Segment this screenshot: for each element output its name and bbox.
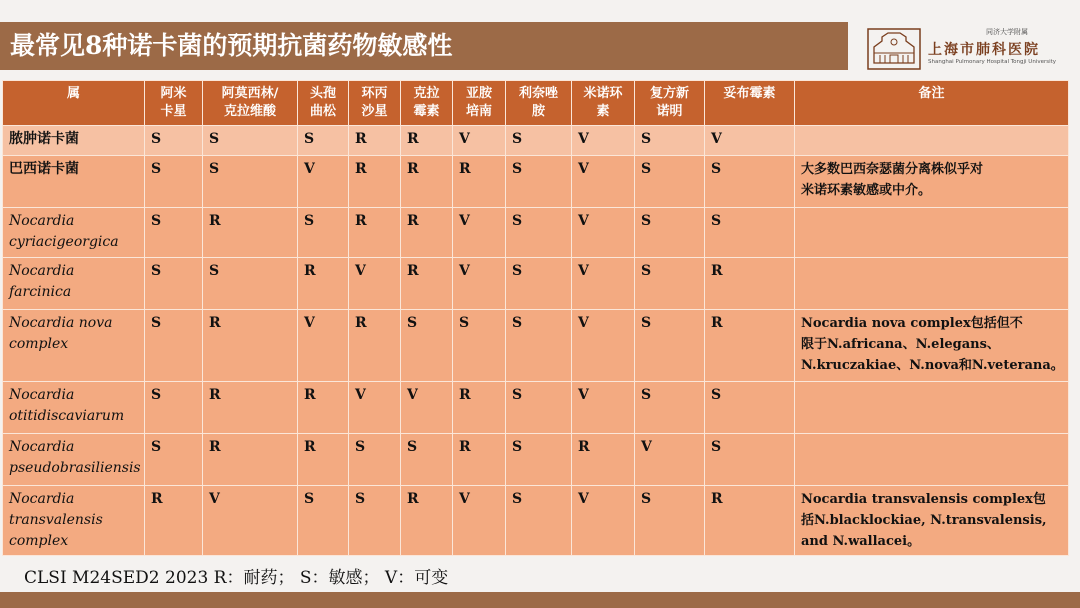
table-header-cell: 亚胺 培南 <box>453 81 506 126</box>
table-header-cell: 阿莫西林/ 克拉维酸 <box>203 81 298 126</box>
susceptibility-cell: V <box>453 126 506 156</box>
table-row <box>3 382 1069 434</box>
hospital-building-icon <box>866 27 922 71</box>
susceptibility-cell: R <box>401 208 453 258</box>
susceptibility-cell: R <box>203 208 298 258</box>
susceptibility-cell: S <box>705 156 795 208</box>
susceptibility-cell: R <box>349 208 401 258</box>
remark-line: and N.wallacei。 <box>801 534 921 549</box>
susceptibility-cell: V <box>572 486 635 556</box>
susceptibility-cell: S <box>349 486 401 556</box>
susceptibility-cell: R <box>203 434 298 486</box>
susceptibility-cell: S <box>705 382 795 434</box>
genus-cell: Nocardia transvalensis complex <box>3 486 145 556</box>
susceptibility-cell: S <box>635 310 705 382</box>
susceptibility-cell: S <box>298 486 349 556</box>
susceptibility-cell: S <box>635 208 705 258</box>
remark-line: N.kruczakiae、N.nova和N.veterana。 <box>801 358 1064 373</box>
susceptibility-cell: R <box>453 434 506 486</box>
genus-cell: 巴西诺卡菌 <box>3 156 145 208</box>
susceptibility-cell: R <box>298 258 349 310</box>
table-row <box>3 208 1069 258</box>
susceptibility-cell: S <box>203 156 298 208</box>
susceptibility-cell: R <box>145 486 203 556</box>
susceptibility-cell: V <box>572 156 635 208</box>
remark-line: 大多数巴西奈瑟菌分离株似乎对 <box>801 162 984 177</box>
table-header-cell: 属 <box>3 81 145 126</box>
table-header-cell: 妥布霉素 <box>705 81 795 126</box>
table-row <box>3 434 1069 486</box>
remark-line: 括N.blacklockiae, N.transvalensis, <box>801 513 1047 528</box>
susceptibility-cell: V <box>298 310 349 382</box>
susceptibility-cell: V <box>203 486 298 556</box>
table-header-cell: 复方新 诺明 <box>635 81 705 126</box>
remark-cell <box>795 382 1069 434</box>
bottom-bar <box>0 592 1080 608</box>
table-header-cell: 克拉 霉素 <box>401 81 453 126</box>
susceptibility-cell: R <box>349 126 401 156</box>
genus-cell: Nocardia farcinica <box>3 258 145 310</box>
susceptibility-cell: V <box>401 382 453 434</box>
table-header-row <box>3 81 1069 126</box>
remark-cell <box>795 258 1069 310</box>
susceptibility-cell: S <box>635 156 705 208</box>
susceptibility-cell: R <box>453 156 506 208</box>
susceptibility-cell: V <box>572 382 635 434</box>
susceptibility-cell: R <box>705 486 795 556</box>
susceptibility-cell: S <box>145 310 203 382</box>
susceptibility-cell: V <box>572 208 635 258</box>
table-header-cell: 头孢 曲松 <box>298 81 349 126</box>
susceptibility-cell: V <box>572 258 635 310</box>
susceptibility-cell: R <box>401 126 453 156</box>
table-row <box>3 126 1069 156</box>
susceptibility-cell: R <box>705 310 795 382</box>
susceptibility-cell: S <box>635 486 705 556</box>
genus-cell: Nocardia otitidiscaviarum <box>3 382 145 434</box>
susceptibility-cell: V <box>453 486 506 556</box>
remark-cell <box>795 126 1069 156</box>
susceptibility-cell: S <box>635 258 705 310</box>
susceptibility-cell: S <box>145 156 203 208</box>
susceptibility-cell: V <box>572 126 635 156</box>
remark-cell <box>795 156 1069 208</box>
susceptibility-table <box>2 80 1069 556</box>
remark-line: Nocardia nova complex包括但不 <box>801 316 1023 331</box>
logo-hospital-name-en: Shanghai Pulmonary Hospital Tongji University <box>928 59 1057 65</box>
logo-hospital-name: 上海市肺科医院 <box>928 42 1040 58</box>
susceptibility-cell: S <box>635 382 705 434</box>
susceptibility-cell: V <box>453 258 506 310</box>
susceptibility-cell: V <box>298 156 349 208</box>
susceptibility-cell: S <box>298 126 349 156</box>
susceptibility-cell: S <box>635 126 705 156</box>
susceptibility-cell: R <box>705 258 795 310</box>
susceptibility-cell: V <box>453 208 506 258</box>
susceptibility-cell: R <box>401 156 453 208</box>
susceptibility-cell: S <box>349 434 401 486</box>
susceptibility-cell: S <box>506 486 572 556</box>
table-row <box>3 258 1069 310</box>
remark-cell <box>795 434 1069 486</box>
susceptibility-cell: S <box>506 156 572 208</box>
hospital-logo <box>866 27 1076 71</box>
table-row <box>3 486 1069 556</box>
genus-cell: 脓肿诺卡菌 <box>3 126 145 156</box>
susceptibility-cell: S <box>506 208 572 258</box>
remark-cell <box>795 310 1069 382</box>
table-row <box>3 310 1069 382</box>
genus-cell: Nocardia cyriacigeorgica <box>3 208 145 258</box>
susceptibility-cell: R <box>401 258 453 310</box>
susceptibility-cell: V <box>705 126 795 156</box>
susceptibility-cell: S <box>401 310 453 382</box>
genus-cell: Nocardia nova complex <box>3 310 145 382</box>
slide-title: 最常见8种诺卡菌的预期抗菌药物敏感性 <box>0 22 848 70</box>
table-header-cell: 利奈唑 胺 <box>506 81 572 126</box>
susceptibility-cell: R <box>349 310 401 382</box>
susceptibility-cell: S <box>401 434 453 486</box>
remark-cell <box>795 486 1069 556</box>
susceptibility-cell: V <box>635 434 705 486</box>
logo-affiliation: 同济大学附属 <box>986 28 1028 36</box>
footer-legend: CLSI M24SED2 2023 R：耐药； S：敏感； V：可变 <box>24 568 449 588</box>
remark-cell <box>795 208 1069 258</box>
susceptibility-cell: R <box>298 382 349 434</box>
susceptibility-cell: S <box>298 208 349 258</box>
table-body <box>3 126 1069 556</box>
susceptibility-cell: V <box>572 310 635 382</box>
susceptibility-cell: R <box>349 156 401 208</box>
table-row <box>3 156 1069 208</box>
susceptibility-cell: R <box>298 434 349 486</box>
remark-line: 限于N.africana、N.elegans、 <box>801 337 1000 352</box>
susceptibility-cell: S <box>145 382 203 434</box>
susceptibility-cell: R <box>401 486 453 556</box>
susceptibility-cell: S <box>506 382 572 434</box>
susceptibility-cell: S <box>705 434 795 486</box>
susceptibility-cell: S <box>453 310 506 382</box>
susceptibility-cell: S <box>506 310 572 382</box>
susceptibility-cell: S <box>145 208 203 258</box>
table-header-cell: 环丙 沙星 <box>349 81 401 126</box>
table-header-cell: 米诺环 素 <box>572 81 635 126</box>
remark-line: Nocardia transvalensis complex包 <box>801 492 1046 507</box>
susceptibility-cell: R <box>572 434 635 486</box>
susceptibility-cell: R <box>453 382 506 434</box>
susceptibility-cell: S <box>145 126 203 156</box>
susceptibility-cell: S <box>705 208 795 258</box>
table-header-cell: 备注 <box>795 81 1069 126</box>
remark-line: 米诺环素敏感或中介。 <box>801 183 932 198</box>
susceptibility-cell: S <box>203 258 298 310</box>
genus-cell: Nocardia pseudobrasiliensis <box>3 434 145 486</box>
susceptibility-cell: R <box>203 310 298 382</box>
susceptibility-cell: S <box>506 258 572 310</box>
susceptibility-cell: R <box>203 382 298 434</box>
susceptibility-cell: S <box>145 258 203 310</box>
susceptibility-cell: S <box>506 434 572 486</box>
susceptibility-cell: S <box>506 126 572 156</box>
table-header-cell: 阿米 卡星 <box>145 81 203 126</box>
susceptibility-cell: V <box>349 382 401 434</box>
susceptibility-cell: S <box>145 434 203 486</box>
susceptibility-cell: S <box>203 126 298 156</box>
susceptibility-cell: V <box>349 258 401 310</box>
